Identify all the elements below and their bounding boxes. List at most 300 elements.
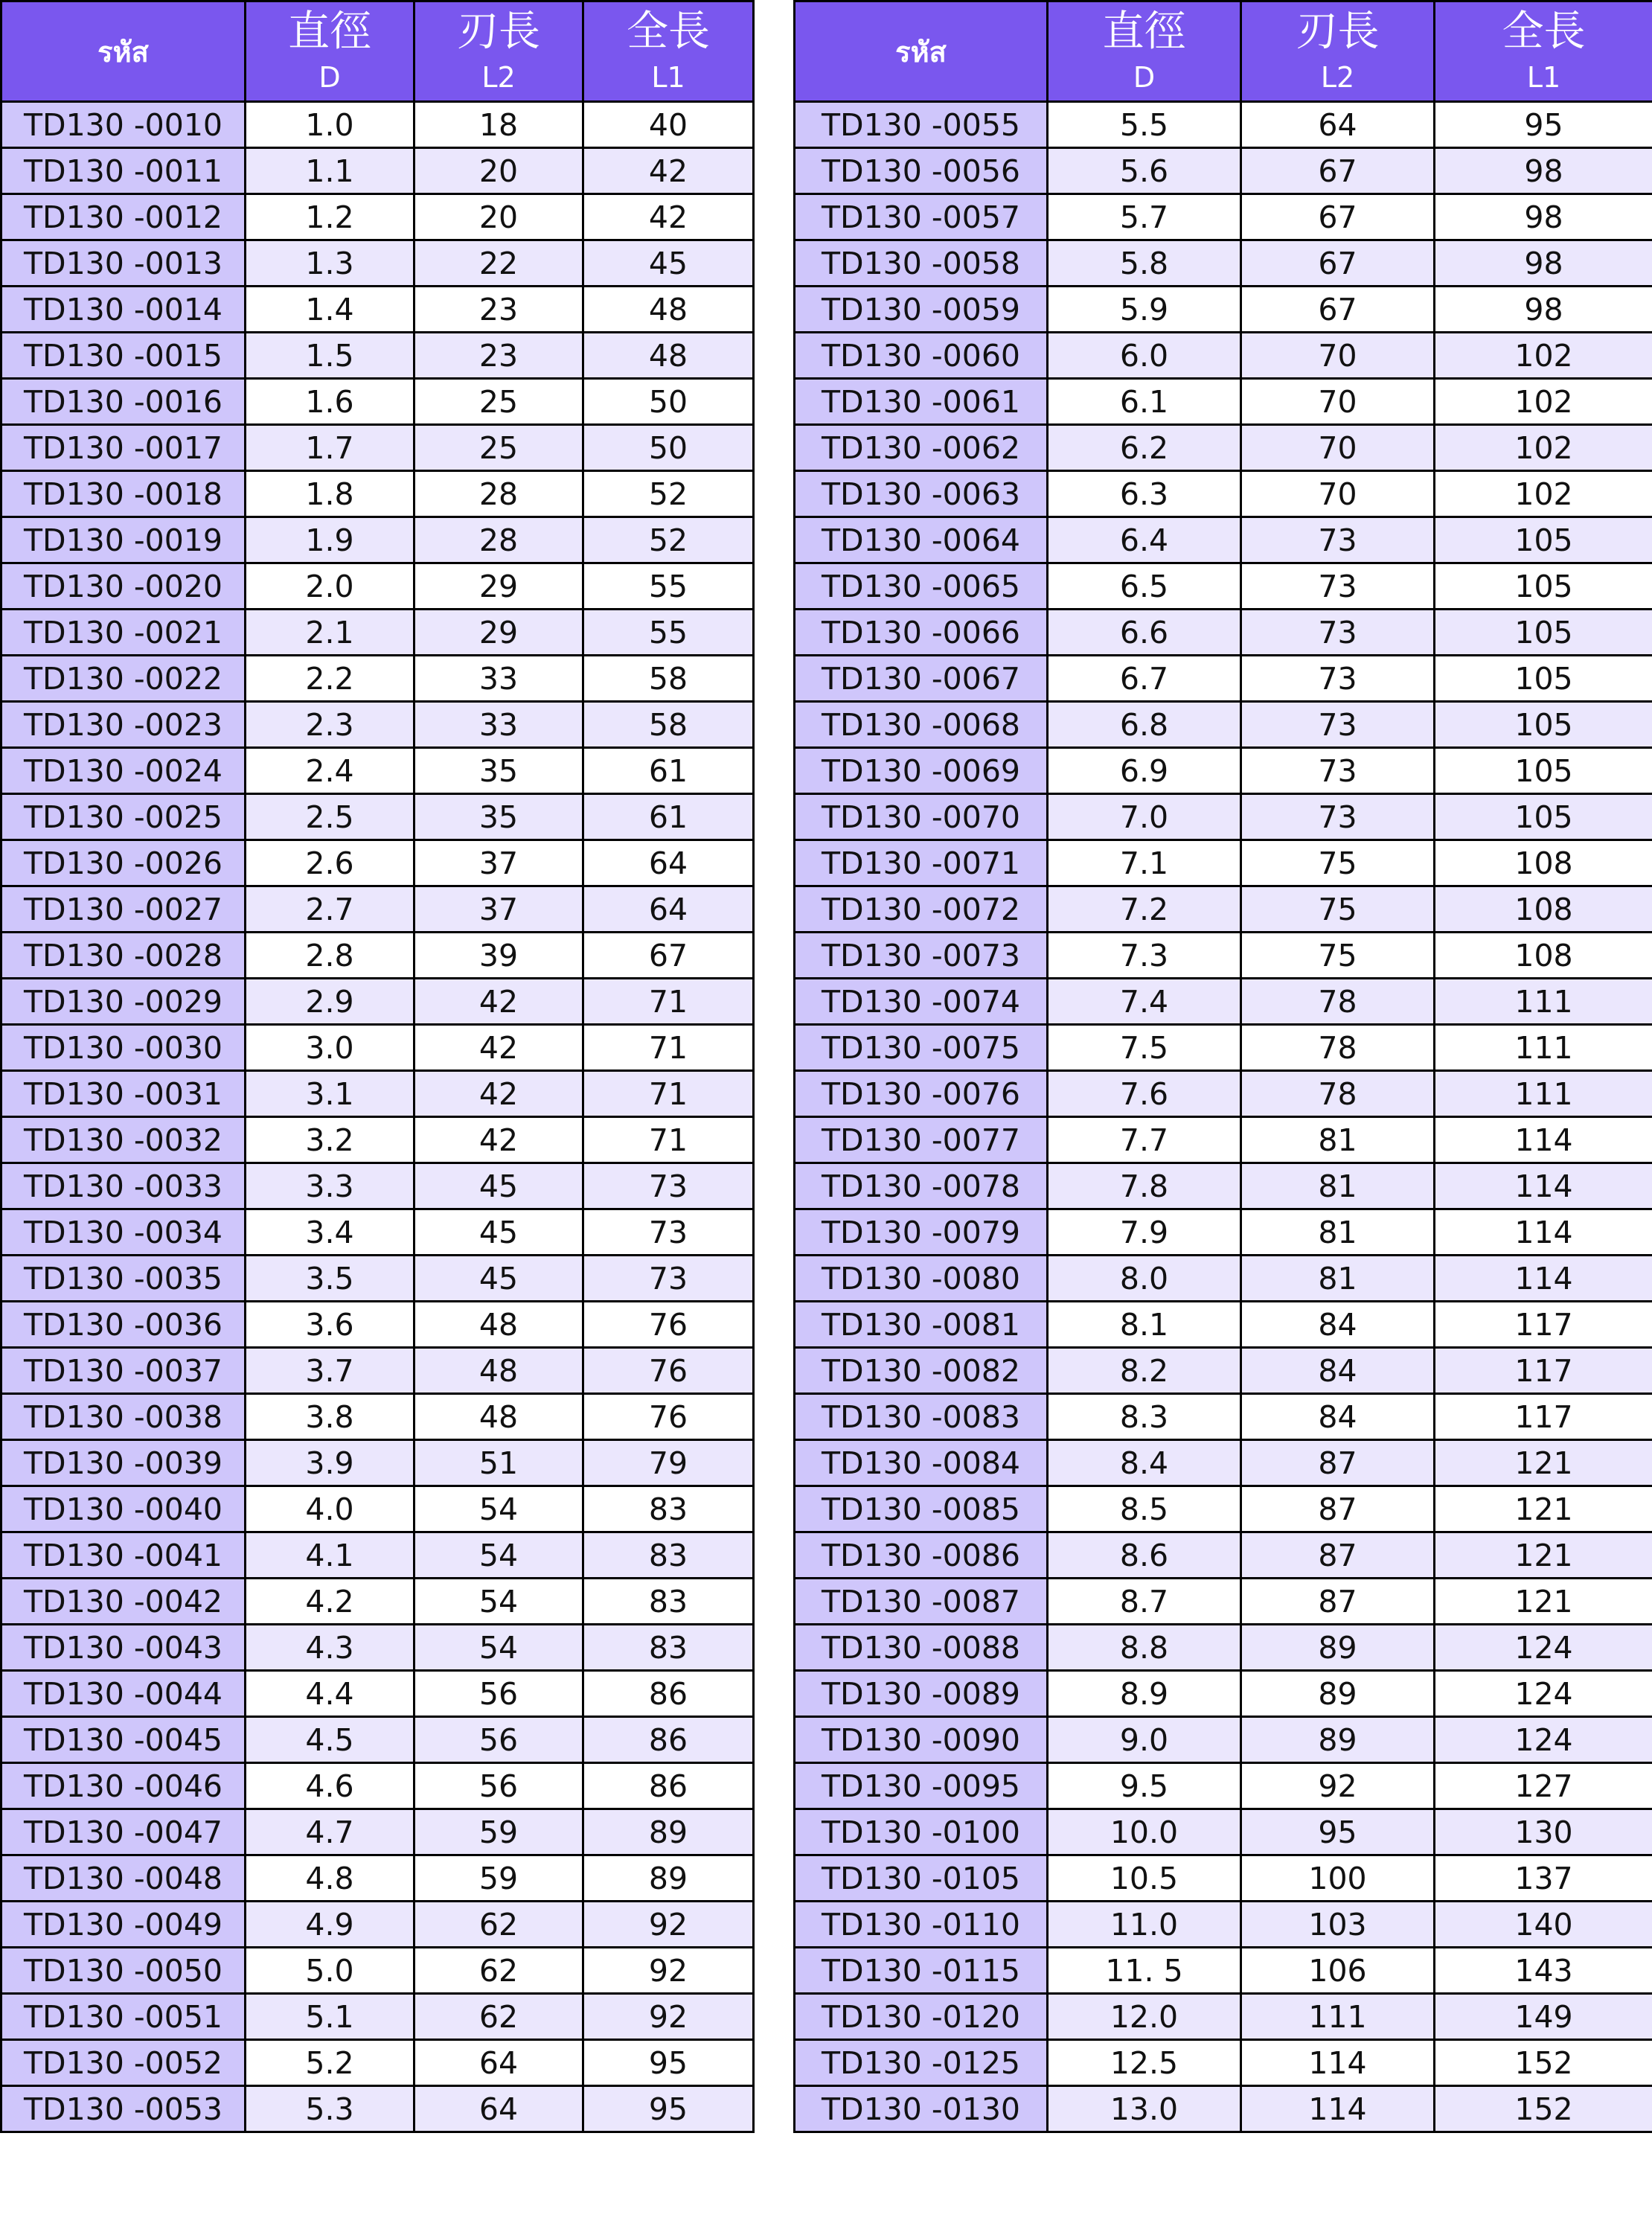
- cell-overall-length: 86: [583, 1671, 754, 1717]
- cell-overall-length: 152: [1435, 2040, 1652, 2086]
- cell-code: TD130 -0038: [1, 1394, 246, 1440]
- table-row: [795, 1948, 1652, 1994]
- cell-flute-length: 29: [414, 610, 583, 656]
- cell-overall-length: 73: [583, 1256, 754, 1302]
- table-row: [795, 1348, 1652, 1394]
- header-code: [795, 1, 1048, 102]
- cell-diameter: 3.6: [246, 1302, 414, 1348]
- table-row: [1, 1440, 754, 1486]
- cell-overall-length: 98: [1435, 240, 1652, 287]
- table-row: [795, 517, 1652, 563]
- cell-diameter: 9.0: [1048, 1717, 1241, 1763]
- cell-flute-length: 42: [414, 979, 583, 1025]
- cell-overall-length: 86: [583, 1763, 754, 1809]
- table-row: [795, 1717, 1652, 1763]
- cell-diameter: 1.2: [246, 194, 414, 240]
- cell-flute-length: 20: [414, 194, 583, 240]
- cell-overall-length: 50: [583, 379, 754, 425]
- cell-code: TD130 -0015: [1, 333, 246, 379]
- cell-diameter: 4.7: [246, 1809, 414, 1855]
- cell-code: TD130 -0049: [1, 1902, 246, 1948]
- header-flute-length-symbol: L2: [1320, 61, 1355, 94]
- cell-diameter: 4.2: [246, 1579, 414, 1625]
- cell-overall-length: 105: [1435, 610, 1652, 656]
- cell-diameter: 5.3: [246, 2086, 414, 2132]
- table-row: [1, 2040, 754, 2086]
- cell-diameter: 6.6: [1048, 610, 1241, 656]
- cell-overall-length: 111: [1435, 979, 1652, 1025]
- cell-code: TD130 -0058: [795, 240, 1048, 287]
- cell-code: TD130 -0025: [1, 794, 246, 840]
- cell-code: TD130 -0083: [795, 1394, 1048, 1440]
- cell-flute-length: 25: [414, 425, 583, 471]
- cell-flute-length: 39: [414, 933, 583, 979]
- table-row: [795, 840, 1652, 886]
- cell-overall-length: 114: [1435, 1209, 1652, 1256]
- cell-code: TD130 -0073: [795, 933, 1048, 979]
- cell-code: TD130 -0034: [1, 1209, 246, 1256]
- cell-overall-length: 73: [583, 1209, 754, 1256]
- header-code-label: รหัส: [97, 35, 149, 68]
- cell-flute-length: 35: [414, 748, 583, 794]
- cell-flute-length: 84: [1241, 1394, 1435, 1440]
- cell-code: TD130 -0051: [1, 1994, 246, 2040]
- table-row: [795, 2086, 1652, 2132]
- cell-overall-length: 76: [583, 1348, 754, 1394]
- cell-code: TD130 -0080: [795, 1256, 1048, 1302]
- cell-overall-length: 48: [583, 333, 754, 379]
- cell-flute-length: 106: [1241, 1948, 1435, 1994]
- cell-diameter: 8.4: [1048, 1440, 1241, 1486]
- cell-flute-length: 92: [1241, 1763, 1435, 1809]
- table-row: [1, 1855, 754, 1902]
- cell-overall-length: 52: [583, 517, 754, 563]
- table-row: [1, 1163, 754, 1209]
- cell-code: TD130 -0041: [1, 1532, 246, 1579]
- cell-flute-length: 28: [414, 471, 583, 517]
- cell-overall-length: 124: [1435, 1671, 1652, 1717]
- cell-code: TD130 -0035: [1, 1256, 246, 1302]
- cell-flute-length: 29: [414, 563, 583, 610]
- cell-overall-length: 55: [583, 610, 754, 656]
- cell-flute-length: 20: [414, 148, 583, 194]
- table-row: [1, 563, 754, 610]
- cell-flute-length: 78: [1241, 1071, 1435, 1117]
- cell-diameter: 3.0: [246, 1025, 414, 1071]
- cell-code: TD130 -0040: [1, 1486, 246, 1532]
- cell-overall-length: 117: [1435, 1302, 1652, 1348]
- cell-flute-length: 45: [414, 1209, 583, 1256]
- cell-overall-length: 50: [583, 425, 754, 471]
- cell-diameter: 7.8: [1048, 1163, 1241, 1209]
- cell-code: TD130 -0095: [795, 1763, 1048, 1809]
- cell-diameter: 5.7: [1048, 194, 1241, 240]
- cell-code: TD130 -0066: [795, 610, 1048, 656]
- cell-diameter: 5.8: [1048, 240, 1241, 287]
- cell-flute-length: 75: [1241, 933, 1435, 979]
- cell-diameter: 4.6: [246, 1763, 414, 1809]
- cell-code: TD130 -0021: [1, 610, 246, 656]
- table-row: [1, 1302, 754, 1348]
- cell-code: TD130 -0100: [795, 1809, 1048, 1855]
- cell-flute-length: 18: [414, 102, 583, 148]
- table-row: [795, 1163, 1652, 1209]
- header-diameter: [1048, 1, 1241, 102]
- cell-flute-length: 73: [1241, 610, 1435, 656]
- table-row: [795, 886, 1652, 933]
- cell-diameter: 1.6: [246, 379, 414, 425]
- cell-diameter: 2.2: [246, 656, 414, 702]
- cell-flute-length: 84: [1241, 1302, 1435, 1348]
- cell-flute-length: 64: [414, 2040, 583, 2086]
- cell-diameter: 8.5: [1048, 1486, 1241, 1532]
- cell-overall-length: 61: [583, 794, 754, 840]
- cell-code: TD130 -0125: [795, 2040, 1048, 2086]
- cell-diameter: 8.3: [1048, 1394, 1241, 1440]
- cell-code: TD130 -0024: [1, 748, 246, 794]
- cell-overall-length: 121: [1435, 1440, 1652, 1486]
- table-row: [795, 1532, 1652, 1579]
- cell-code: TD130 -0078: [795, 1163, 1048, 1209]
- cell-code: TD130 -0016: [1, 379, 246, 425]
- cell-flute-length: 87: [1241, 1486, 1435, 1532]
- cell-flute-length: 54: [414, 1579, 583, 1625]
- spec-table-right: [793, 0, 1652, 2133]
- cell-diameter: 4.4: [246, 1671, 414, 1717]
- cell-overall-length: 124: [1435, 1625, 1652, 1671]
- cell-overall-length: 105: [1435, 794, 1652, 840]
- table-row: [795, 1302, 1652, 1348]
- cell-code: TD130 -0056: [795, 148, 1048, 194]
- cell-overall-length: 140: [1435, 1902, 1652, 1948]
- cell-code: TD130 -0029: [1, 979, 246, 1025]
- cell-code: TD130 -0059: [795, 287, 1048, 333]
- cell-flute-length: 87: [1241, 1532, 1435, 1579]
- cell-diameter: 4.1: [246, 1532, 414, 1579]
- table-row: [1, 333, 754, 379]
- table-row: [1, 1209, 754, 1256]
- cell-diameter: 2.7: [246, 886, 414, 933]
- cell-overall-length: 61: [583, 748, 754, 794]
- cell-diameter: 5.5: [1048, 102, 1241, 148]
- cell-code: TD130 -0026: [1, 840, 246, 886]
- cell-flute-length: 114: [1241, 2040, 1435, 2086]
- table-row: [1, 1671, 754, 1717]
- cell-flute-length: 56: [414, 1763, 583, 1809]
- cell-diameter: 2.1: [246, 610, 414, 656]
- cell-code: TD130 -0055: [795, 102, 1048, 148]
- cell-overall-length: 102: [1435, 471, 1652, 517]
- cell-code: TD130 -0052: [1, 2040, 246, 2086]
- header-overall-length-kanji: 全長: [627, 7, 710, 56]
- cell-overall-length: 58: [583, 656, 754, 702]
- table-row: [1, 1348, 754, 1394]
- table-row: [1, 1025, 754, 1071]
- spec-table-left: [0, 0, 755, 2133]
- cell-flute-length: 23: [414, 333, 583, 379]
- table-row: [795, 656, 1652, 702]
- table-row: [1, 1486, 754, 1532]
- cell-flute-length: 89: [1241, 1717, 1435, 1763]
- cell-overall-length: 127: [1435, 1763, 1652, 1809]
- cell-flute-length: 45: [414, 1256, 583, 1302]
- table-row: [1, 471, 754, 517]
- cell-diameter: 5.2: [246, 2040, 414, 2086]
- cell-code: TD130 -0053: [1, 2086, 246, 2132]
- table-row: [1, 240, 754, 287]
- header-overall-length-symbol: L1: [651, 61, 685, 94]
- cell-diameter: 6.2: [1048, 425, 1241, 471]
- cell-flute-length: 48: [414, 1394, 583, 1440]
- cell-code: TD130 -0061: [795, 379, 1048, 425]
- table-row: [795, 379, 1652, 425]
- cell-diameter: 8.0: [1048, 1256, 1241, 1302]
- cell-overall-length: 76: [583, 1394, 754, 1440]
- header-overall-length: [583, 1, 754, 102]
- cell-code: TD130 -0046: [1, 1763, 246, 1809]
- table-row: [795, 1579, 1652, 1625]
- cell-flute-length: 37: [414, 886, 583, 933]
- cell-flute-length: 84: [1241, 1348, 1435, 1394]
- cell-code: TD130 -0065: [795, 563, 1048, 610]
- table-row: [795, 563, 1652, 610]
- cell-code: TD130 -0086: [795, 1532, 1048, 1579]
- table-row: [795, 1256, 1652, 1302]
- header-code-label: รหัส: [895, 35, 947, 68]
- cell-diameter: 12.0: [1048, 1994, 1241, 2040]
- table-row: [1, 840, 754, 886]
- cell-overall-length: 137: [1435, 1855, 1652, 1902]
- cell-flute-length: 70: [1241, 425, 1435, 471]
- cell-diameter: 8.8: [1048, 1625, 1241, 1671]
- cell-flute-length: 73: [1241, 702, 1435, 748]
- table-row: [795, 1209, 1652, 1256]
- cell-code: TD130 -0063: [795, 471, 1048, 517]
- cell-diameter: 7.2: [1048, 886, 1241, 933]
- cell-diameter: 8.9: [1048, 1671, 1241, 1717]
- cell-diameter: 11.0: [1048, 1902, 1241, 1948]
- table-row: [795, 1486, 1652, 1532]
- cell-flute-length: 54: [414, 1532, 583, 1579]
- cell-code: TD130 -0077: [795, 1117, 1048, 1163]
- cell-diameter: 1.3: [246, 240, 414, 287]
- table-row: [1, 1117, 754, 1163]
- table-row: [1, 425, 754, 471]
- cell-diameter: 1.0: [246, 102, 414, 148]
- cell-diameter: 6.0: [1048, 333, 1241, 379]
- cell-code: TD130 -0075: [795, 1025, 1048, 1071]
- cell-diameter: 1.5: [246, 333, 414, 379]
- table-row: [1, 1809, 754, 1855]
- cell-flute-length: 22: [414, 240, 583, 287]
- cell-flute-length: 54: [414, 1625, 583, 1671]
- cell-code: TD130 -0089: [795, 1671, 1048, 1717]
- cell-code: TD130 -0043: [1, 1625, 246, 1671]
- cell-diameter: 2.4: [246, 748, 414, 794]
- cell-overall-length: 40: [583, 102, 754, 148]
- table-row: [1, 287, 754, 333]
- cell-flute-length: 70: [1241, 333, 1435, 379]
- cell-diameter: 2.9: [246, 979, 414, 1025]
- cell-overall-length: 64: [583, 886, 754, 933]
- cell-overall-length: 102: [1435, 425, 1652, 471]
- cell-diameter: 1.7: [246, 425, 414, 471]
- cell-code: TD130 -0105: [795, 1855, 1048, 1902]
- cell-code: TD130 -0017: [1, 425, 246, 471]
- cell-code: TD130 -0079: [795, 1209, 1048, 1256]
- cell-diameter: 7.0: [1048, 794, 1241, 840]
- header-flute-length: [1241, 1, 1435, 102]
- cell-code: TD130 -0064: [795, 517, 1048, 563]
- cell-flute-length: 62: [414, 1902, 583, 1948]
- cell-diameter: 4.3: [246, 1625, 414, 1671]
- cell-code: TD130 -0022: [1, 656, 246, 702]
- table-row: [1, 2086, 754, 2132]
- cell-diameter: 5.6: [1048, 148, 1241, 194]
- cell-overall-length: 48: [583, 287, 754, 333]
- header-diameter-symbol: D: [1133, 61, 1156, 94]
- cell-flute-length: 42: [414, 1025, 583, 1071]
- cell-code: TD130 -0070: [795, 794, 1048, 840]
- cell-overall-length: 64: [583, 840, 754, 886]
- table-row: [1, 933, 754, 979]
- header-overall-length-symbol: L1: [1526, 61, 1561, 94]
- cell-flute-length: 111: [1241, 1994, 1435, 2040]
- cell-flute-length: 87: [1241, 1440, 1435, 1486]
- cell-diameter: 6.9: [1048, 748, 1241, 794]
- cell-diameter: 6.3: [1048, 471, 1241, 517]
- cell-overall-length: 121: [1435, 1486, 1652, 1532]
- cell-diameter: 8.7: [1048, 1579, 1241, 1625]
- table-row: [1, 1717, 754, 1763]
- header-diameter-kanji: 直徑: [1102, 7, 1186, 56]
- cell-overall-length: 105: [1435, 702, 1652, 748]
- cell-code: TD130 -0036: [1, 1302, 246, 1348]
- cell-overall-length: 121: [1435, 1532, 1652, 1579]
- cell-diameter: 3.4: [246, 1209, 414, 1256]
- header-flute-length-kanji: 刃長: [1296, 7, 1380, 56]
- cell-code: TD130 -0120: [795, 1994, 1048, 2040]
- cell-flute-length: 51: [414, 1440, 583, 1486]
- cell-diameter: 5.1: [246, 1994, 414, 2040]
- table-row: [1, 148, 754, 194]
- cell-overall-length: 42: [583, 148, 754, 194]
- cell-flute-length: 64: [414, 2086, 583, 2132]
- cell-flute-length: 81: [1241, 1256, 1435, 1302]
- cell-code: TD130 -0084: [795, 1440, 1048, 1486]
- cell-code: TD130 -0074: [795, 979, 1048, 1025]
- cell-diameter: 9.5: [1048, 1763, 1241, 1809]
- cell-flute-length: 70: [1241, 379, 1435, 425]
- table-row: [795, 1994, 1652, 2040]
- cell-diameter: 4.0: [246, 1486, 414, 1532]
- cell-overall-length: 105: [1435, 656, 1652, 702]
- cell-overall-length: 108: [1435, 886, 1652, 933]
- cell-diameter: 3.5: [246, 1256, 414, 1302]
- cell-code: TD130 -0010: [1, 102, 246, 148]
- cell-diameter: 5.0: [246, 1948, 414, 1994]
- table-row: [795, 610, 1652, 656]
- cell-overall-length: 98: [1435, 194, 1652, 240]
- cell-code: TD130 -0019: [1, 517, 246, 563]
- cell-overall-length: 102: [1435, 333, 1652, 379]
- cell-diameter: 2.8: [246, 933, 414, 979]
- cell-overall-length: 114: [1435, 1163, 1652, 1209]
- cell-flute-length: 73: [1241, 563, 1435, 610]
- cell-overall-length: 45: [583, 240, 754, 287]
- table-row: [795, 1671, 1652, 1717]
- cell-diameter: 7.9: [1048, 1209, 1241, 1256]
- header-overall-length-kanji: 全長: [1502, 7, 1586, 56]
- cell-overall-length: 92: [583, 1994, 754, 2040]
- cell-flute-length: 87: [1241, 1579, 1435, 1625]
- cell-overall-length: 76: [583, 1302, 754, 1348]
- cell-diameter: 3.8: [246, 1394, 414, 1440]
- cell-overall-length: 83: [583, 1579, 754, 1625]
- cell-diameter: 8.6: [1048, 1532, 1241, 1579]
- cell-diameter: 6.1: [1048, 379, 1241, 425]
- table-row: [795, 102, 1652, 148]
- cell-flute-length: 42: [414, 1071, 583, 1117]
- cell-diameter: 3.2: [246, 1117, 414, 1163]
- table-row: [1, 979, 754, 1025]
- table-row: [795, 425, 1652, 471]
- cell-code: TD130 -0060: [795, 333, 1048, 379]
- cell-code: TD130 -0013: [1, 240, 246, 287]
- cell-code: TD130 -0072: [795, 886, 1048, 933]
- cell-flute-length: 75: [1241, 840, 1435, 886]
- cell-diameter: 4.8: [246, 1855, 414, 1902]
- table-row: [795, 1625, 1652, 1671]
- cell-code: TD130 -0044: [1, 1671, 246, 1717]
- cell-code: TD130 -0085: [795, 1486, 1048, 1532]
- cell-overall-length: 121: [1435, 1579, 1652, 1625]
- cell-diameter: 1.1: [246, 148, 414, 194]
- cell-code: TD130 -0087: [795, 1579, 1048, 1625]
- table-row: [795, 1025, 1652, 1071]
- cell-flute-length: 89: [1241, 1671, 1435, 1717]
- cell-code: TD130 -0042: [1, 1579, 246, 1625]
- cell-overall-length: 71: [583, 1071, 754, 1117]
- cell-code: TD130 -0011: [1, 148, 246, 194]
- cell-flute-length: 103: [1241, 1902, 1435, 1948]
- cell-overall-length: 105: [1435, 748, 1652, 794]
- cell-flute-length: 45: [414, 1163, 583, 1209]
- cell-flute-length: 100: [1241, 1855, 1435, 1902]
- cell-overall-length: 86: [583, 1717, 754, 1763]
- table-row: [1, 1071, 754, 1117]
- header-flute-length-kanji: 刃長: [457, 7, 540, 56]
- table-row: [795, 194, 1652, 240]
- header-flute-length-symbol: L2: [481, 61, 516, 94]
- cell-diameter: 2.0: [246, 563, 414, 610]
- header-flute-length: [414, 1, 583, 102]
- cell-diameter: 4.5: [246, 1717, 414, 1763]
- cell-diameter: 1.8: [246, 471, 414, 517]
- cell-overall-length: 117: [1435, 1348, 1652, 1394]
- table-row: [1, 1532, 754, 1579]
- cell-code: TD130 -0082: [795, 1348, 1048, 1394]
- table-row: [1, 1394, 754, 1440]
- cell-overall-length: 71: [583, 979, 754, 1025]
- cell-overall-length: 89: [583, 1809, 754, 1855]
- cell-diameter: 7.6: [1048, 1071, 1241, 1117]
- header-diameter-symbol: D: [318, 61, 341, 94]
- table-row: [795, 2040, 1652, 2086]
- cell-diameter: 1.4: [246, 287, 414, 333]
- cell-flute-length: 56: [414, 1717, 583, 1763]
- cell-code: TD130 -0069: [795, 748, 1048, 794]
